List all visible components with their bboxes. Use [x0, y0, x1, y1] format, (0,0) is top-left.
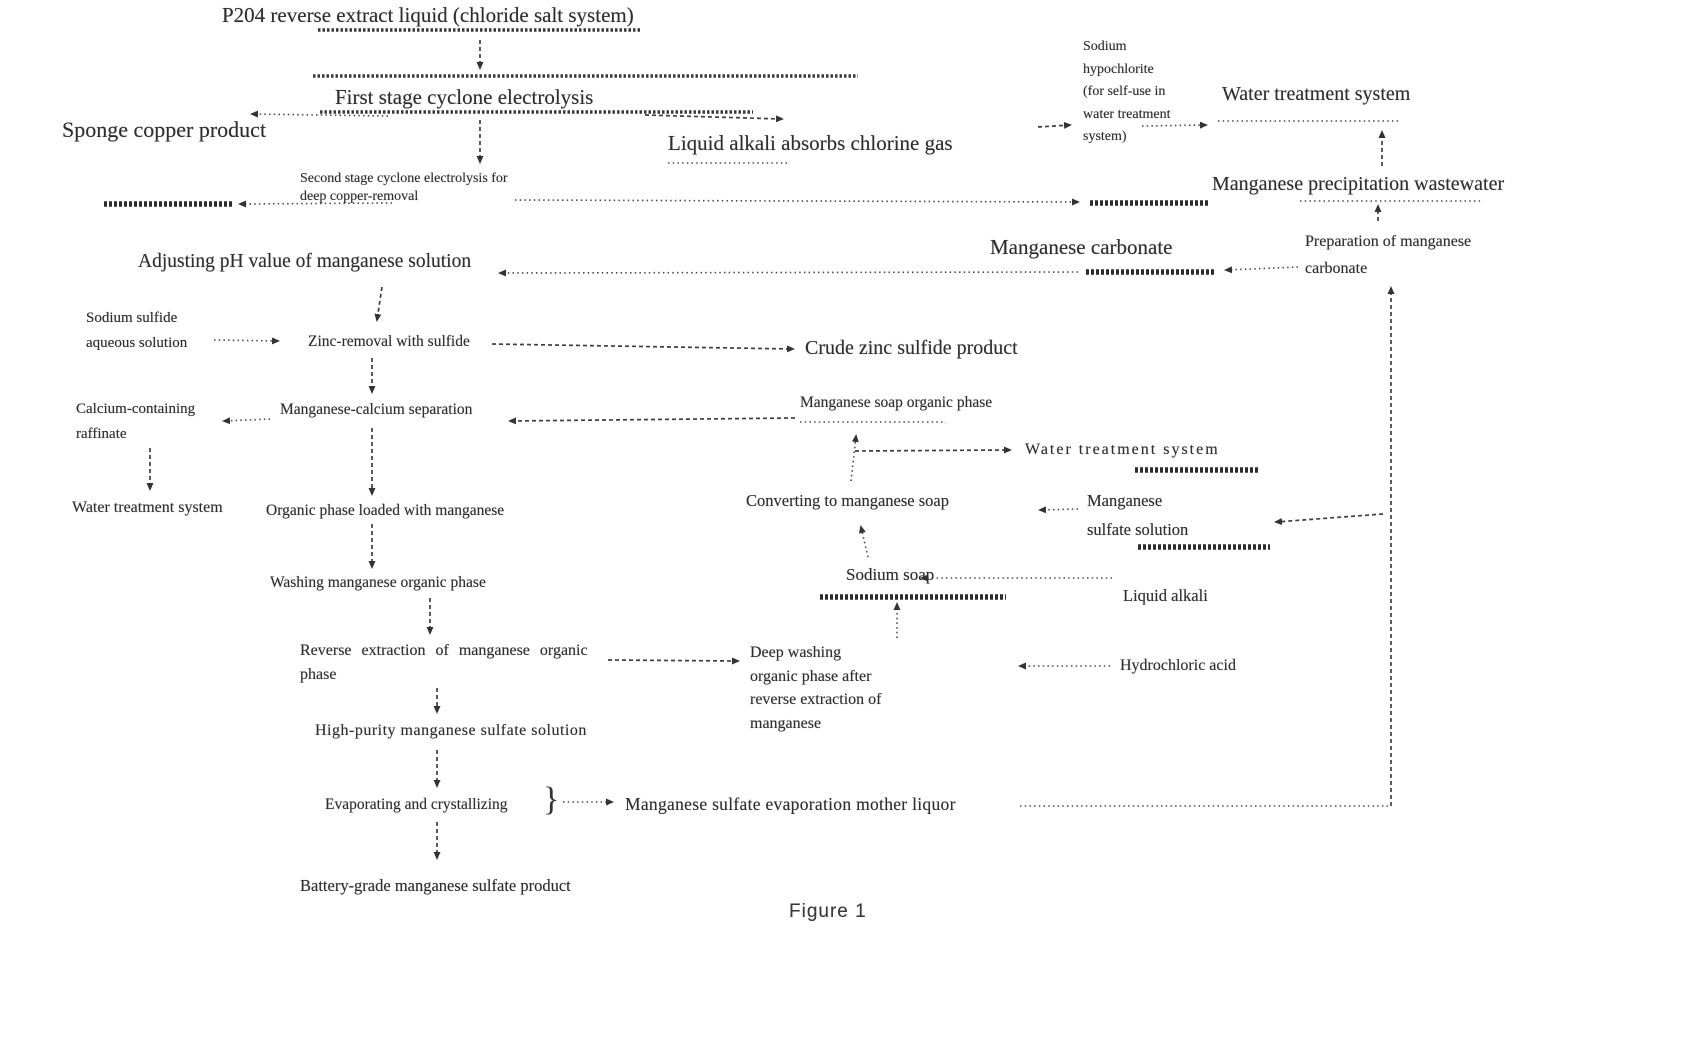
node-manganese-precip-wastewater: Manganese precipitation wastewater: [1212, 173, 1505, 195]
node-converting-to-mn-soap: Converting to manganese soap: [746, 491, 949, 510]
arrow-gas-to-hypochlorite: [1038, 125, 1070, 127]
node-water-treatment-left: Water treatment system: [72, 499, 223, 516]
node-reverse-extraction: Reverse extraction of manganese organic phase: [300, 642, 588, 683]
node-washing-organic-phase: Washing manganese organic phase: [270, 574, 486, 591]
arrow-first-stage-to-sponge-copper: [252, 114, 388, 116]
brace-mark: }: [543, 781, 560, 818]
node-water-treatment-top: Water treatment system: [1222, 83, 1411, 105]
arrow-to-water-treatment-mid: [855, 450, 1010, 451]
node-liquid-alkali: Liquid alkali: [1123, 586, 1208, 605]
node-calcium-raffinate: Calcium-containing raffinate: [76, 401, 196, 442]
arrow-adjusting-ph-to-zinc-removal: [377, 287, 382, 320]
node-adjusting-ph: Adjusting pH value of manganese solution: [138, 251, 472, 272]
node-water-treatment-mid: Water treatment system: [1025, 441, 1220, 458]
node-first-stage-electrolysis: First stage cyclone electrolysis: [335, 85, 594, 109]
node-manganese-carbonate: Manganese carbonate: [990, 235, 1173, 259]
node-sodium-soap: Sodium soap: [846, 565, 935, 584]
node-hydrochloric-acid: Hydrochloric acid: [1120, 657, 1236, 674]
node-high-purity-solution: High-purity manganese sulfate solution: [315, 722, 587, 739]
node-deep-washing: Deep washing organic phase after reverse extraction of manganese: [750, 644, 882, 732]
node-liquid-alkali-absorbs-gas: Liquid alkali absorbs chlorine gas: [668, 131, 953, 155]
node-zinc-removal: Zinc-removal with sulfide: [308, 333, 470, 350]
node-sponge-copper: Sponge copper product: [62, 117, 267, 142]
arrow-mn-carbonate-to-adjusting-ph: [500, 272, 1078, 273]
node-mn-ca-separation: Manganese-calcium separation: [280, 401, 473, 418]
node-crude-zinc-sulfide: Crude zinc sulfide product: [805, 337, 1018, 359]
node-organic-phase-loaded: Organic phase loaded with manganese: [266, 502, 505, 519]
arrow-first-stage-to-liquid-alkali: [645, 115, 782, 119]
arrow-soap-phase-to-separation: [510, 418, 795, 421]
node-evaporation-mother-liquor: Manganese sulfate evaporation mother liquor: [625, 794, 956, 814]
node-evaporating-crystallizing: Evaporating and crystallizing: [325, 796, 508, 813]
node-preparation-carbonate: Preparation of manganese carbonate: [1305, 233, 1472, 277]
arrow-preparation-to-mn-carbonate: [1226, 267, 1298, 270]
figure-caption: Figure 1: [789, 901, 867, 922]
arrow-sodium-sulfide-to-zinc-removal: [214, 340, 278, 341]
arrow-converting-to-soap-phase: [851, 436, 856, 481]
arrow-recycle-to-mn-sulfate-solution: [1276, 514, 1383, 522]
arrow-separation-to-raffinate: [224, 419, 270, 421]
node-sodium-hypochlorite: Sodium hypochlorite (for self-use in water treatment system): [1083, 39, 1171, 144]
node-mn-soap-organic-phase: Manganese soap organic phase: [800, 394, 993, 411]
arrow-sodium-soap-to-converting: [861, 527, 868, 557]
node-p204-feed: P204 reverse extract liquid (chloride salt system): [222, 3, 634, 27]
arrow-second-stage-right: [515, 200, 1078, 202]
node-mn-sulfate-solution: Manganese sulfate solution: [1087, 491, 1189, 539]
node-sodium-sulfide-solution: Sodium sulfide aqueous solution: [86, 310, 188, 351]
arrow-mn-sulfate-to-converting: [1040, 509, 1078, 510]
node-second-stage-electrolysis: Second stage cyclone electrolysis for deep copper-removal: [300, 171, 508, 204]
arrow-reverse-extraction-to-deep-washing: [608, 660, 738, 661]
arrow-zinc-removal-to-crude-zinc: [492, 344, 793, 349]
node-battery-grade-product: Battery-grade manganese sulfate product: [300, 876, 571, 895]
